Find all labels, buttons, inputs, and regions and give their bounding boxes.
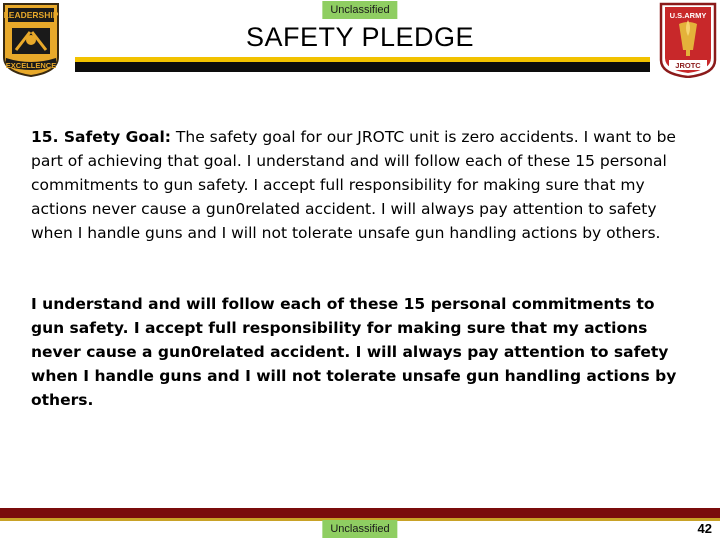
pledge-paragraph: I understand and will follow each of these 15 personal commitments to gun safety. I accept full responsibility for making sure that my actions never cause a gun0related accident. I will always pay attention to safety when I handle guns and I will not tolerate unsafe gun handling actions by others.	[31, 295, 677, 409]
title-rule-black	[75, 62, 650, 72]
page-number: 42	[697, 521, 712, 536]
safety-goal-paragraph	[31, 125, 691, 245]
logo-text-bottom: EXCELLENCE	[5, 61, 57, 70]
classification-banner-bottom: Unclassified	[322, 520, 397, 538]
logo-text-bottom: JROTC	[675, 61, 701, 70]
page-title: SAFETY PLEDGE	[245, 22, 475, 52]
safety-goal-heading: 15. Safety Goal:	[31, 128, 171, 146]
footer-bar	[0, 508, 720, 518]
logo-text-top: LEADERSHIP	[3, 10, 59, 20]
us-army-jrotc-logo-icon	[659, 2, 717, 78]
logo-text-top: U.S.ARMY	[669, 11, 707, 20]
classification-banner-top: Unclassified	[322, 1, 397, 19]
safety-goal-text: The safety goal for our JROTC unit is zero accidents. I want to be part of achieving that goal. I understand and will follow each of these 15 personal commitments to gun safety. I accept full responsibility for making sure that my actions never cause a gun0related accident. I will always pay attention to safety when I handle guns and I will not tolerate unsafe gun handling actions by others.	[31, 128, 676, 242]
